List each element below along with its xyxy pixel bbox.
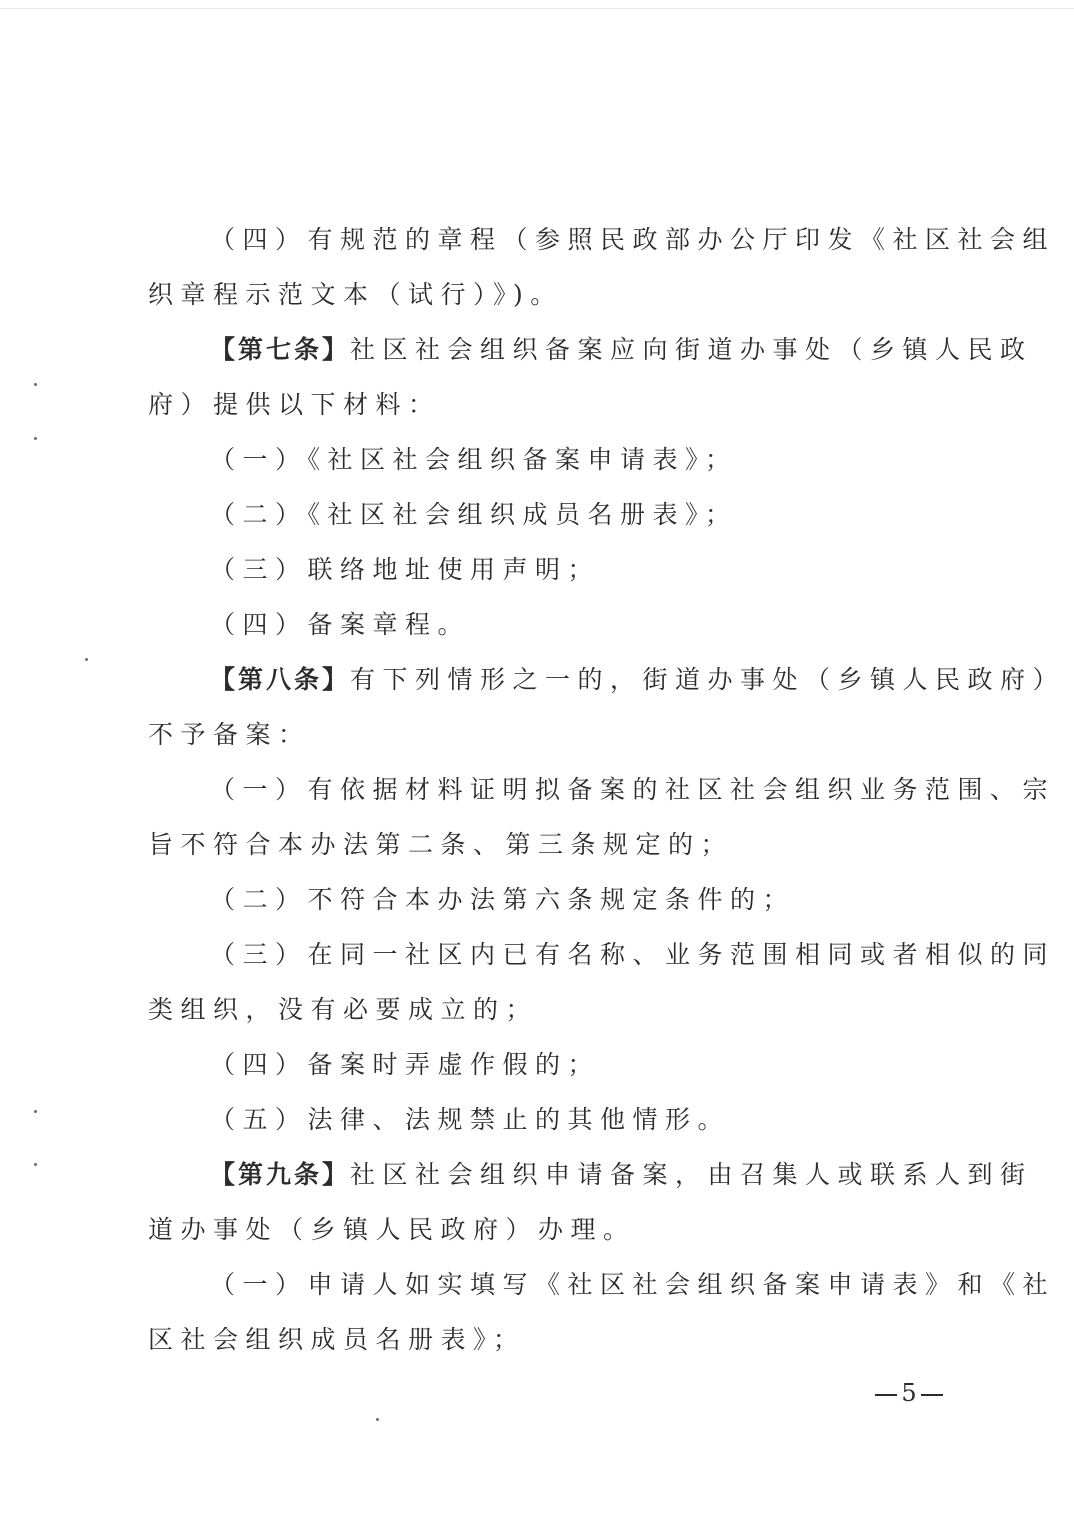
line-text: （四）有规范的章程（参照民政部办公厅印发《社区社会组 [210, 225, 1056, 254]
line-text: （一）有依据材料证明拟备案的社区社会组织业务范围、宗 [210, 775, 1056, 804]
line-text: （三）联络地址使用声明； [210, 555, 601, 584]
line-text: 有下列情形之一的，街道办事处（乡镇人民政府） [350, 665, 1066, 694]
text-line [148, 267, 948, 322]
article-7-heading [148, 322, 1033, 377]
line-text: 区社会组织成员名册表》； [148, 1325, 526, 1354]
line-text: 府）提供以下材料： [148, 390, 441, 419]
text-line [148, 1037, 948, 1092]
scan-speck [34, 1110, 37, 1113]
line-text: 旨不符合本办法第二条、第三条规定的； [148, 830, 734, 859]
text-line [148, 1202, 948, 1257]
text-line [148, 927, 1056, 982]
line-text: 织章程示范文本（试行）》)。 [148, 280, 563, 309]
text-line [148, 1092, 948, 1147]
text-line [148, 707, 948, 762]
scan-speck [34, 1163, 37, 1166]
article-label: 【第九条】 [210, 1160, 351, 1189]
line-text: （一）《社区社会组织备案申请表》； [210, 445, 738, 474]
page-number-dash-right [921, 1394, 943, 1396]
text-line [148, 377, 948, 432]
line-text: （三）在同一社区内已有名称、业务范围相同或者相似的同 [210, 940, 1056, 969]
line-text: 道办事处（乡镇人民政府）办理。 [148, 1215, 636, 1244]
text-line [148, 872, 948, 927]
text-line [148, 212, 1056, 267]
article-9-heading [148, 1147, 1033, 1202]
line-text: 不予备案： [148, 720, 311, 749]
text-line [148, 432, 948, 487]
page-number-value: 5 [901, 1379, 917, 1407]
page-number-dash-left [875, 1394, 897, 1396]
line-text: 社区社会组织备案应向街道办事处（乡镇人民政 [350, 335, 1033, 364]
line-text: 社区社会组织申请备案，由召集人或联系人到街 [350, 1160, 1033, 1189]
text-line [148, 762, 1056, 817]
scan-speck [85, 658, 88, 661]
line-text: 类组织，没有必要成立的； [148, 995, 539, 1024]
line-text: （五）法律、法规禁止的其他情形。 [210, 1105, 731, 1134]
page-top-edge [0, 8, 1074, 9]
text-line [148, 487, 948, 542]
page-number [868, 1373, 950, 1413]
line-text: （四）备案时弄虚作假的； [210, 1050, 601, 1079]
text-line [148, 817, 948, 872]
text-line [148, 1312, 948, 1367]
line-text: （一）申请人如实填写《社区社会组织备案申请表》和《社 [210, 1270, 1056, 1299]
article-label: 【第七条】 [210, 335, 351, 364]
text-line [148, 982, 948, 1037]
article-label: 【第八条】 [210, 665, 351, 694]
line-text: （二）《社区社会组织成员名册表》； [210, 500, 738, 529]
scan-speck [34, 437, 37, 440]
article-8-heading [148, 652, 1066, 707]
text-line [148, 1257, 1056, 1312]
document-body [148, 212, 1066, 1367]
line-text: （四）备案章程。 [210, 610, 471, 639]
text-line [148, 542, 948, 597]
text-line [148, 597, 948, 652]
scan-speck [376, 1418, 379, 1421]
line-text: （二）不符合本办法第六条规定条件的； [210, 885, 796, 914]
scan-speck [34, 383, 37, 386]
